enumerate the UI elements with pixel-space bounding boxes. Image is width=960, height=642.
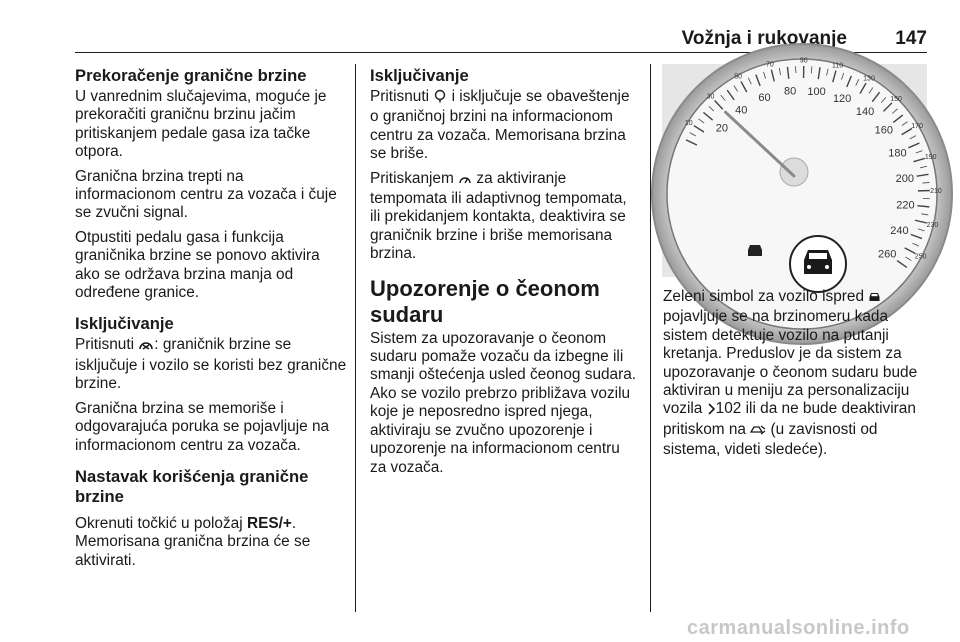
speed-label: 120 (832, 92, 852, 105)
speed-label: 30 (706, 93, 715, 101)
cruise-control-icon (458, 172, 472, 190)
speed-label: 140 (855, 106, 875, 119)
paragraph: Pritiskanjem za aktiviranje tempomata ili adaptivnog tempomata, ili prekidanjem kontakta, deaktivira se graničnik brzine i briše memorisana brzina. (370, 169, 627, 263)
column-divider-1 (355, 64, 356, 612)
paragraph: Pritisnuti i isključuje se obaveštenje o graničnoj brzini na informacionom centru za vozača. Memorisana brzina se briše. (370, 88, 630, 163)
speed-label: 40 (735, 104, 748, 117)
speed-label: 200 (895, 172, 914, 185)
watermark: carmanualsonline.info (687, 617, 910, 639)
chapter-title: Vožnja i rukovanje (681, 28, 847, 49)
speed-label: 250 (914, 253, 927, 261)
paragraph: Granična brzina trepti na informacionom centru za vozača i čuje se zvučni signal. (75, 167, 337, 222)
speed-label: 190 (924, 154, 937, 162)
paragraph: Pritisnuti : graničnik brzine se isključuje i vozilo se koristi bez granične brzine. (75, 336, 347, 393)
speed-label: 260 (878, 248, 897, 261)
speed-label: 50 (734, 73, 743, 81)
speed-label: 220 (896, 199, 915, 212)
speed-tick (811, 66, 812, 73)
column-2 (370, 66, 640, 483)
speed-label: 70 (766, 61, 774, 69)
speedometer-illustration (662, 57, 942, 277)
page-reference-arrow-icon (707, 402, 716, 420)
speed-label: 150 (890, 96, 902, 104)
page-reference[interactable]: 102 (715, 400, 742, 418)
speed-label: 170 (911, 122, 923, 130)
speed-label: 160 (874, 124, 894, 137)
speed-label: 130 (863, 75, 875, 83)
speedometer-figure (662, 57, 942, 277)
paragraph: Okrenuti točkić u položaj RES/+. Memorisana granična brzina će se aktivirati. (75, 514, 311, 569)
column-3 (663, 288, 927, 466)
section-heading-speed-exceed: Prekoračenje granične brzine (75, 66, 307, 85)
speed-label: 10 (684, 119, 693, 127)
speed-label: 60 (758, 91, 771, 104)
section-heading-deactivation-2: Isključivanje (370, 66, 469, 85)
speed-limit-sign-icon (433, 89, 447, 108)
paragraph: U vanrednim slučajevima, moguće je prekoračiti graničnu brzinu jačim pritiskanjem pedale gasa iza tačke otpora. (75, 88, 327, 161)
page-number: 147 (895, 28, 927, 49)
speed-label: 110 (831, 62, 844, 70)
speed-limiter-icon (138, 338, 154, 356)
speed-label: 90 (799, 57, 808, 65)
paragraph: Sistem za upozoravanje o čeonom sudaru pomaže vozaču da izbegne ili smanji oštećenja usled čeonog sudara. Ako se vozilo prebrzo približava vozilu koje je neposredno ispred njega, aktiviraju se zvučno upozorenje i upozorenje na informacionom centru za vozača. (370, 329, 637, 476)
section-heading-resume: Nastavak korišćenja granične brzine (75, 466, 309, 506)
paragraph: Otpustiti pedalu gasa i funkcija graničnika brzine se ponovo aktivira ako se održava brzina manja od određene granice. (75, 228, 320, 302)
paragraph: Zeleni simbol za vozilo ispred pojavljuje se na brzinomeru kada sistem detektuje vozilo na putanji kretanja. Preduslov je da sistem za upozoravanje o čeonom sudaru bude aktiviran u meniju za personalizaciju vozila 102 ili da ne bude deaktiviran pritiskom na (u zavisnosti od sistema, videti sledeće). (663, 288, 918, 459)
paragraph: Granična brzina se memoriše i odgovarajuća poruka se pojavljuje na informacionom centru za vozača. (75, 399, 330, 454)
vehicle-ahead-large-icon (804, 250, 832, 274)
speed-label: 100 (807, 85, 826, 98)
speed-label: 230 (926, 221, 939, 229)
section-heading-deactivation: Isključivanje (75, 314, 174, 334)
column-1 (75, 66, 347, 576)
collision-alert-button-icon (750, 423, 766, 441)
section-heading-collision-alert: Upozorenje o čeonom sudaru (370, 275, 600, 327)
speed-label: 180 (888, 147, 907, 160)
speed-label: 80 (784, 85, 797, 98)
vehicle-ahead-small-icon (748, 245, 762, 256)
vehicle-ahead-icon (868, 290, 881, 308)
speed-label: 20 (715, 122, 729, 135)
column-divider-2 (650, 64, 651, 612)
speed-label: 240 (890, 225, 909, 238)
speed-label: 210 (930, 187, 942, 195)
res-label: RES/+ (246, 514, 292, 532)
